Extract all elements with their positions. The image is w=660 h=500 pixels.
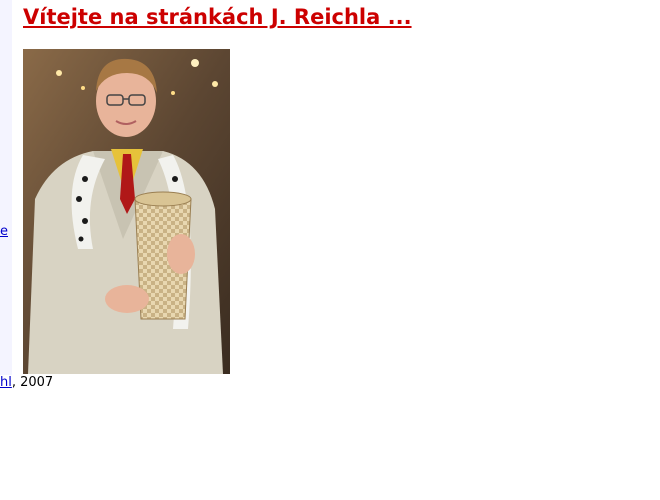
photo-caption	[0, 375, 53, 390]
author-photo	[23, 49, 230, 374]
caption-author-link[interactable]: hl	[0, 375, 12, 390]
page-title: Vítejte na stránkách J. Reichla ...	[23, 5, 412, 29]
side-nav-link[interactable]: e	[0, 224, 8, 239]
left-strip	[0, 0, 12, 375]
caption-year: , 2007	[11, 375, 54, 390]
